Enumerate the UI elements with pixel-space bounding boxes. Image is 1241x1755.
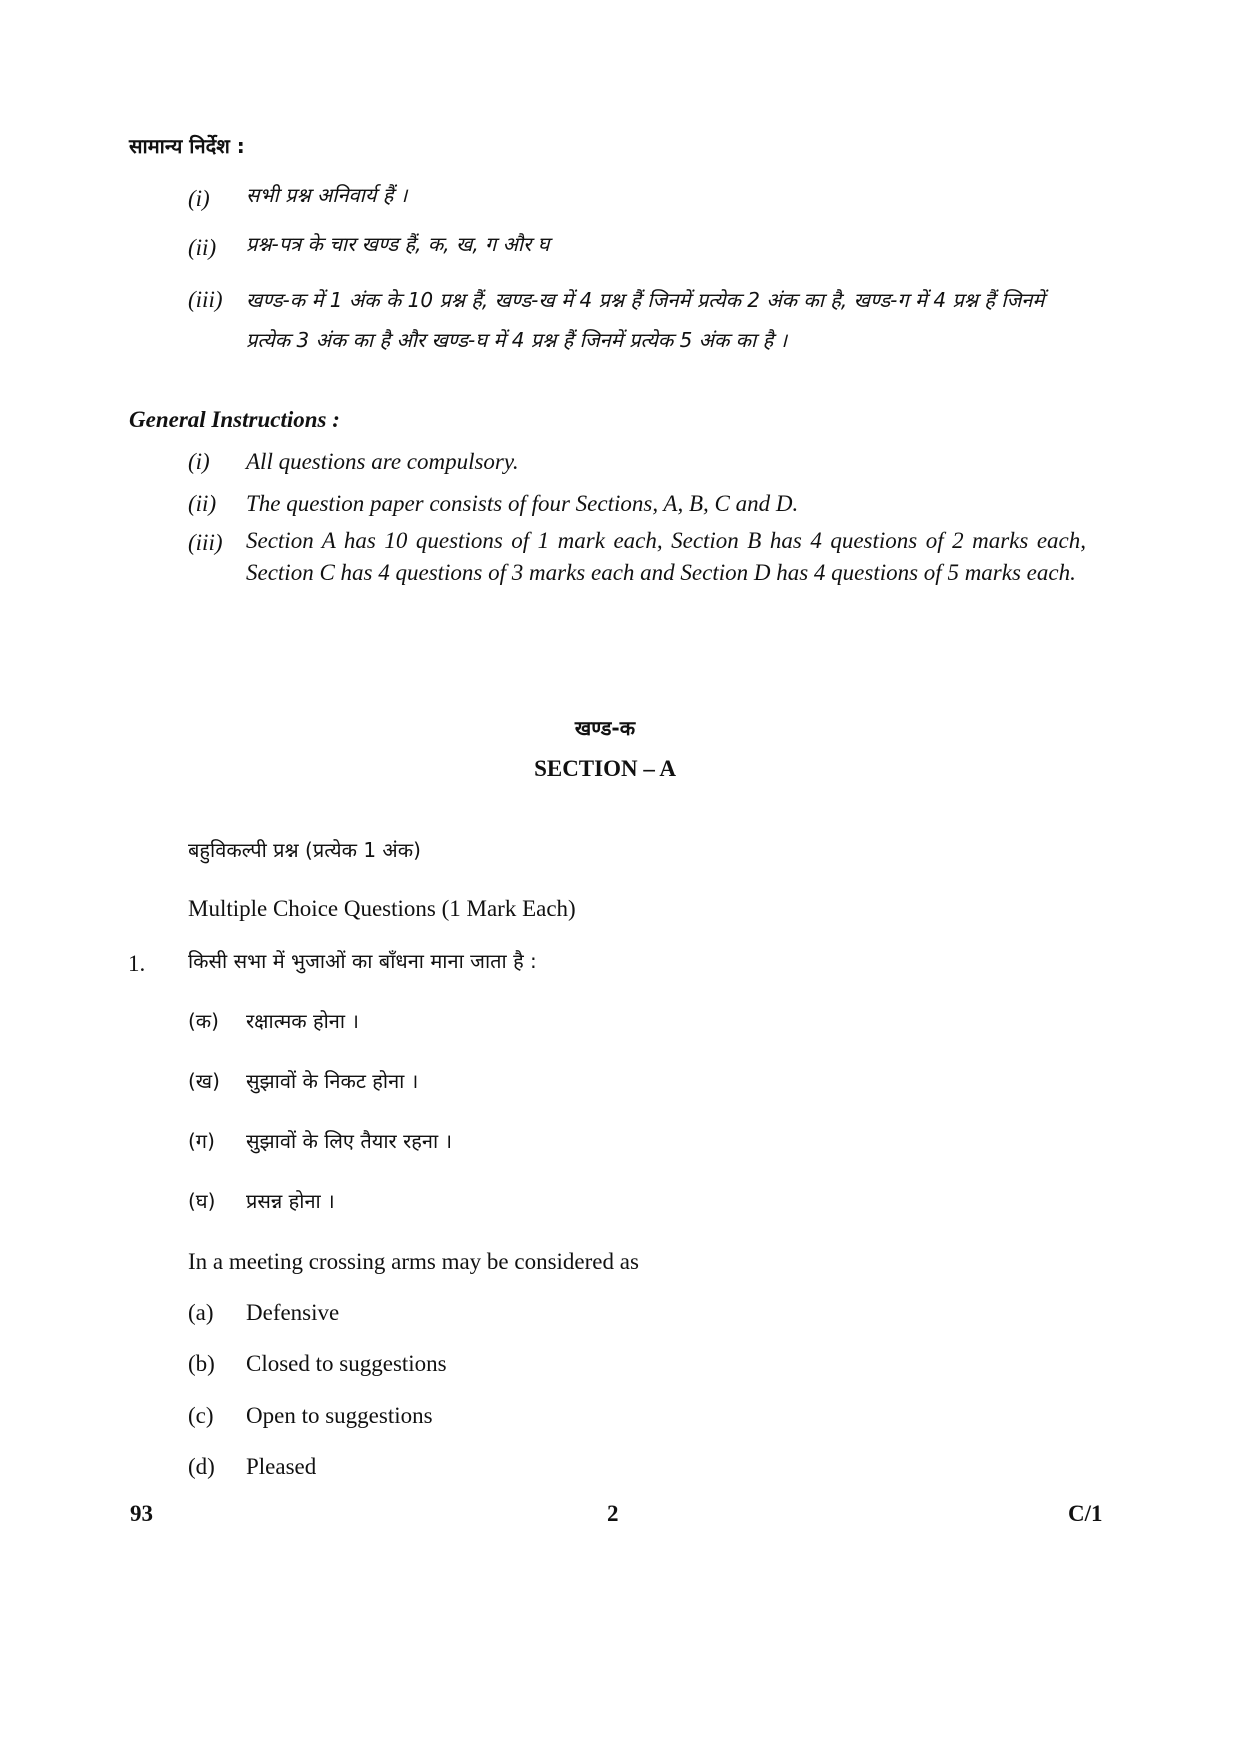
footer-code: 93 [130,1501,153,1526]
page-number: 2 [607,1501,619,1526]
option-label: (d) [188,1454,215,1479]
option-label: (क) [188,1009,219,1033]
hindi-item-text: खण्ड-क में 1 अंक के 10 प्रश्न हैं, खण्ड-ख में 4 प्रश्न हैं जिनमें प्रत्येक 2 अंक का है, खण्ड-ग में 4 प्रश्न हैं जिनमें प्रत्येक 3 अंक का है और खण्ड-घ में 4 प्रश्न हैं जिनमें प्रत्येक 5 अंक का है । [246,288,1045,352]
general-instructions-title: General Instructions : [129,407,340,432]
footer-set: C/1 [1068,1501,1103,1526]
section-title-hindi: खण्ड-क [574,716,636,740]
mcq-heading-hindi: बहुविकल्पी प्रश्न (प्रत्येक 1 अंक) [188,838,421,862]
option-text: Closed to suggestions [246,1351,447,1376]
option-text: Defensive [246,1300,340,1325]
option-text: रक्षात्मक होना । [246,1009,360,1033]
option-label: (ग) [188,1129,215,1153]
option-text: प्रसन्न होना । [246,1189,335,1213]
option-label: (घ) [188,1189,216,1213]
hindi-item-num: (ii) [188,235,217,260]
instruction-text: Section A has 10 questions of 1 mark each, Section B has 4 questions of 2 marks each, Section C has 4 questions of 3 marks each and Section D has 4 questions of 5 marks each. [246,528,1086,585]
option-label: (c) [188,1403,214,1428]
hindi-item-num: (iii) [188,287,223,312]
instruction-num: (iii) [188,530,223,555]
option-label: (b) [188,1351,215,1376]
instruction-num: (i) [188,449,210,474]
option-label: (a) [188,1300,214,1325]
mcq-heading: Multiple Choice Questions (1 Mark Each) [188,896,576,921]
option-text: सुझावों के लिए तैयार रहना । [246,1129,453,1153]
question-number: 1. [128,951,146,976]
instruction-text: All questions are compulsory. [246,449,519,474]
option-text: Open to suggestions [246,1403,433,1428]
hindi-instructions-title: सामान्य निर्देश : [129,134,245,158]
option-label: (ख) [188,1069,220,1093]
hindi-item-text: सभी प्रश्न अनिवार्य हैं । [246,183,408,207]
option-text: Pleased [246,1454,317,1479]
instruction-text: The question paper consists of four Sections, A, B, C and D. [246,491,799,516]
hindi-item-num: (i) [188,186,210,211]
question-text-hindi: किसी सभा में भुजाओं का बाँधना माना जाता है : [188,949,537,973]
question-text: In a meeting crossing arms may be considered as [188,1249,639,1274]
instruction-num: (ii) [188,491,217,516]
option-text: सुझावों के निकट होना । [246,1069,419,1093]
section-title: SECTION – A [534,756,676,781]
hindi-item-text: प्रश्न-पत्र के चार खण्ड हैं, क, ख, ग और घ [246,232,550,256]
